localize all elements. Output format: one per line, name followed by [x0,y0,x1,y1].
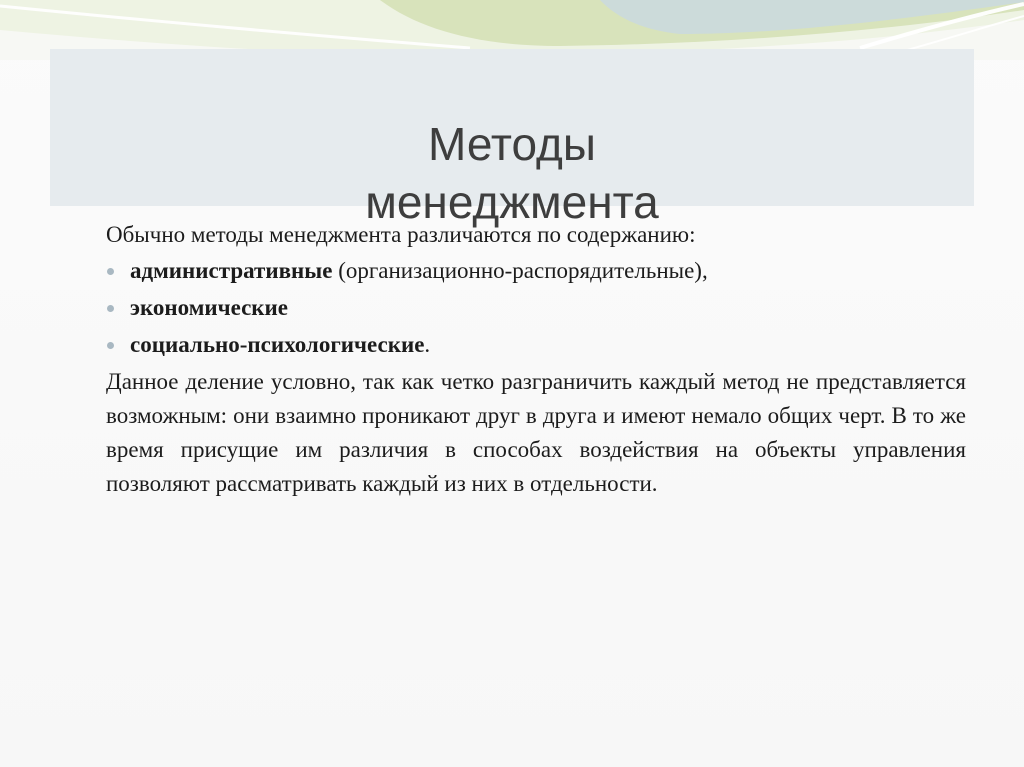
slide-body [106,218,966,501]
slide-title [50,115,974,231]
methods-list [106,254,966,361]
list-item [106,254,966,287]
list-item-note: . [424,332,431,357]
bullet-icon [107,268,114,275]
list-item [106,291,966,324]
title-box [50,49,974,228]
list-item-note: (организационно-распорядительные), [332,258,708,283]
list-item-term: социально-психологические [130,332,425,357]
intro-text: Обычно методы менеджмента различаются по содержанию: [106,222,696,247]
list-item [106,328,966,361]
list-item-term: экономические [130,295,289,320]
title-line-2: менеджмента [365,176,659,228]
title-line-1: Методы [428,118,596,170]
explanation-paragraph: Данное деление условно, так как четко разграничить каждый метод не представляется возможным: они взаимно проникают друг в друга и имеют немало общих черт. В то же время присущие им различия в способах воздействия на объекты управления позволяют рассматривать каждый из них в отдельности. [106,369,966,496]
bullet-icon [107,342,114,349]
bullet-icon [107,305,114,312]
list-item-term: административные [130,258,333,283]
